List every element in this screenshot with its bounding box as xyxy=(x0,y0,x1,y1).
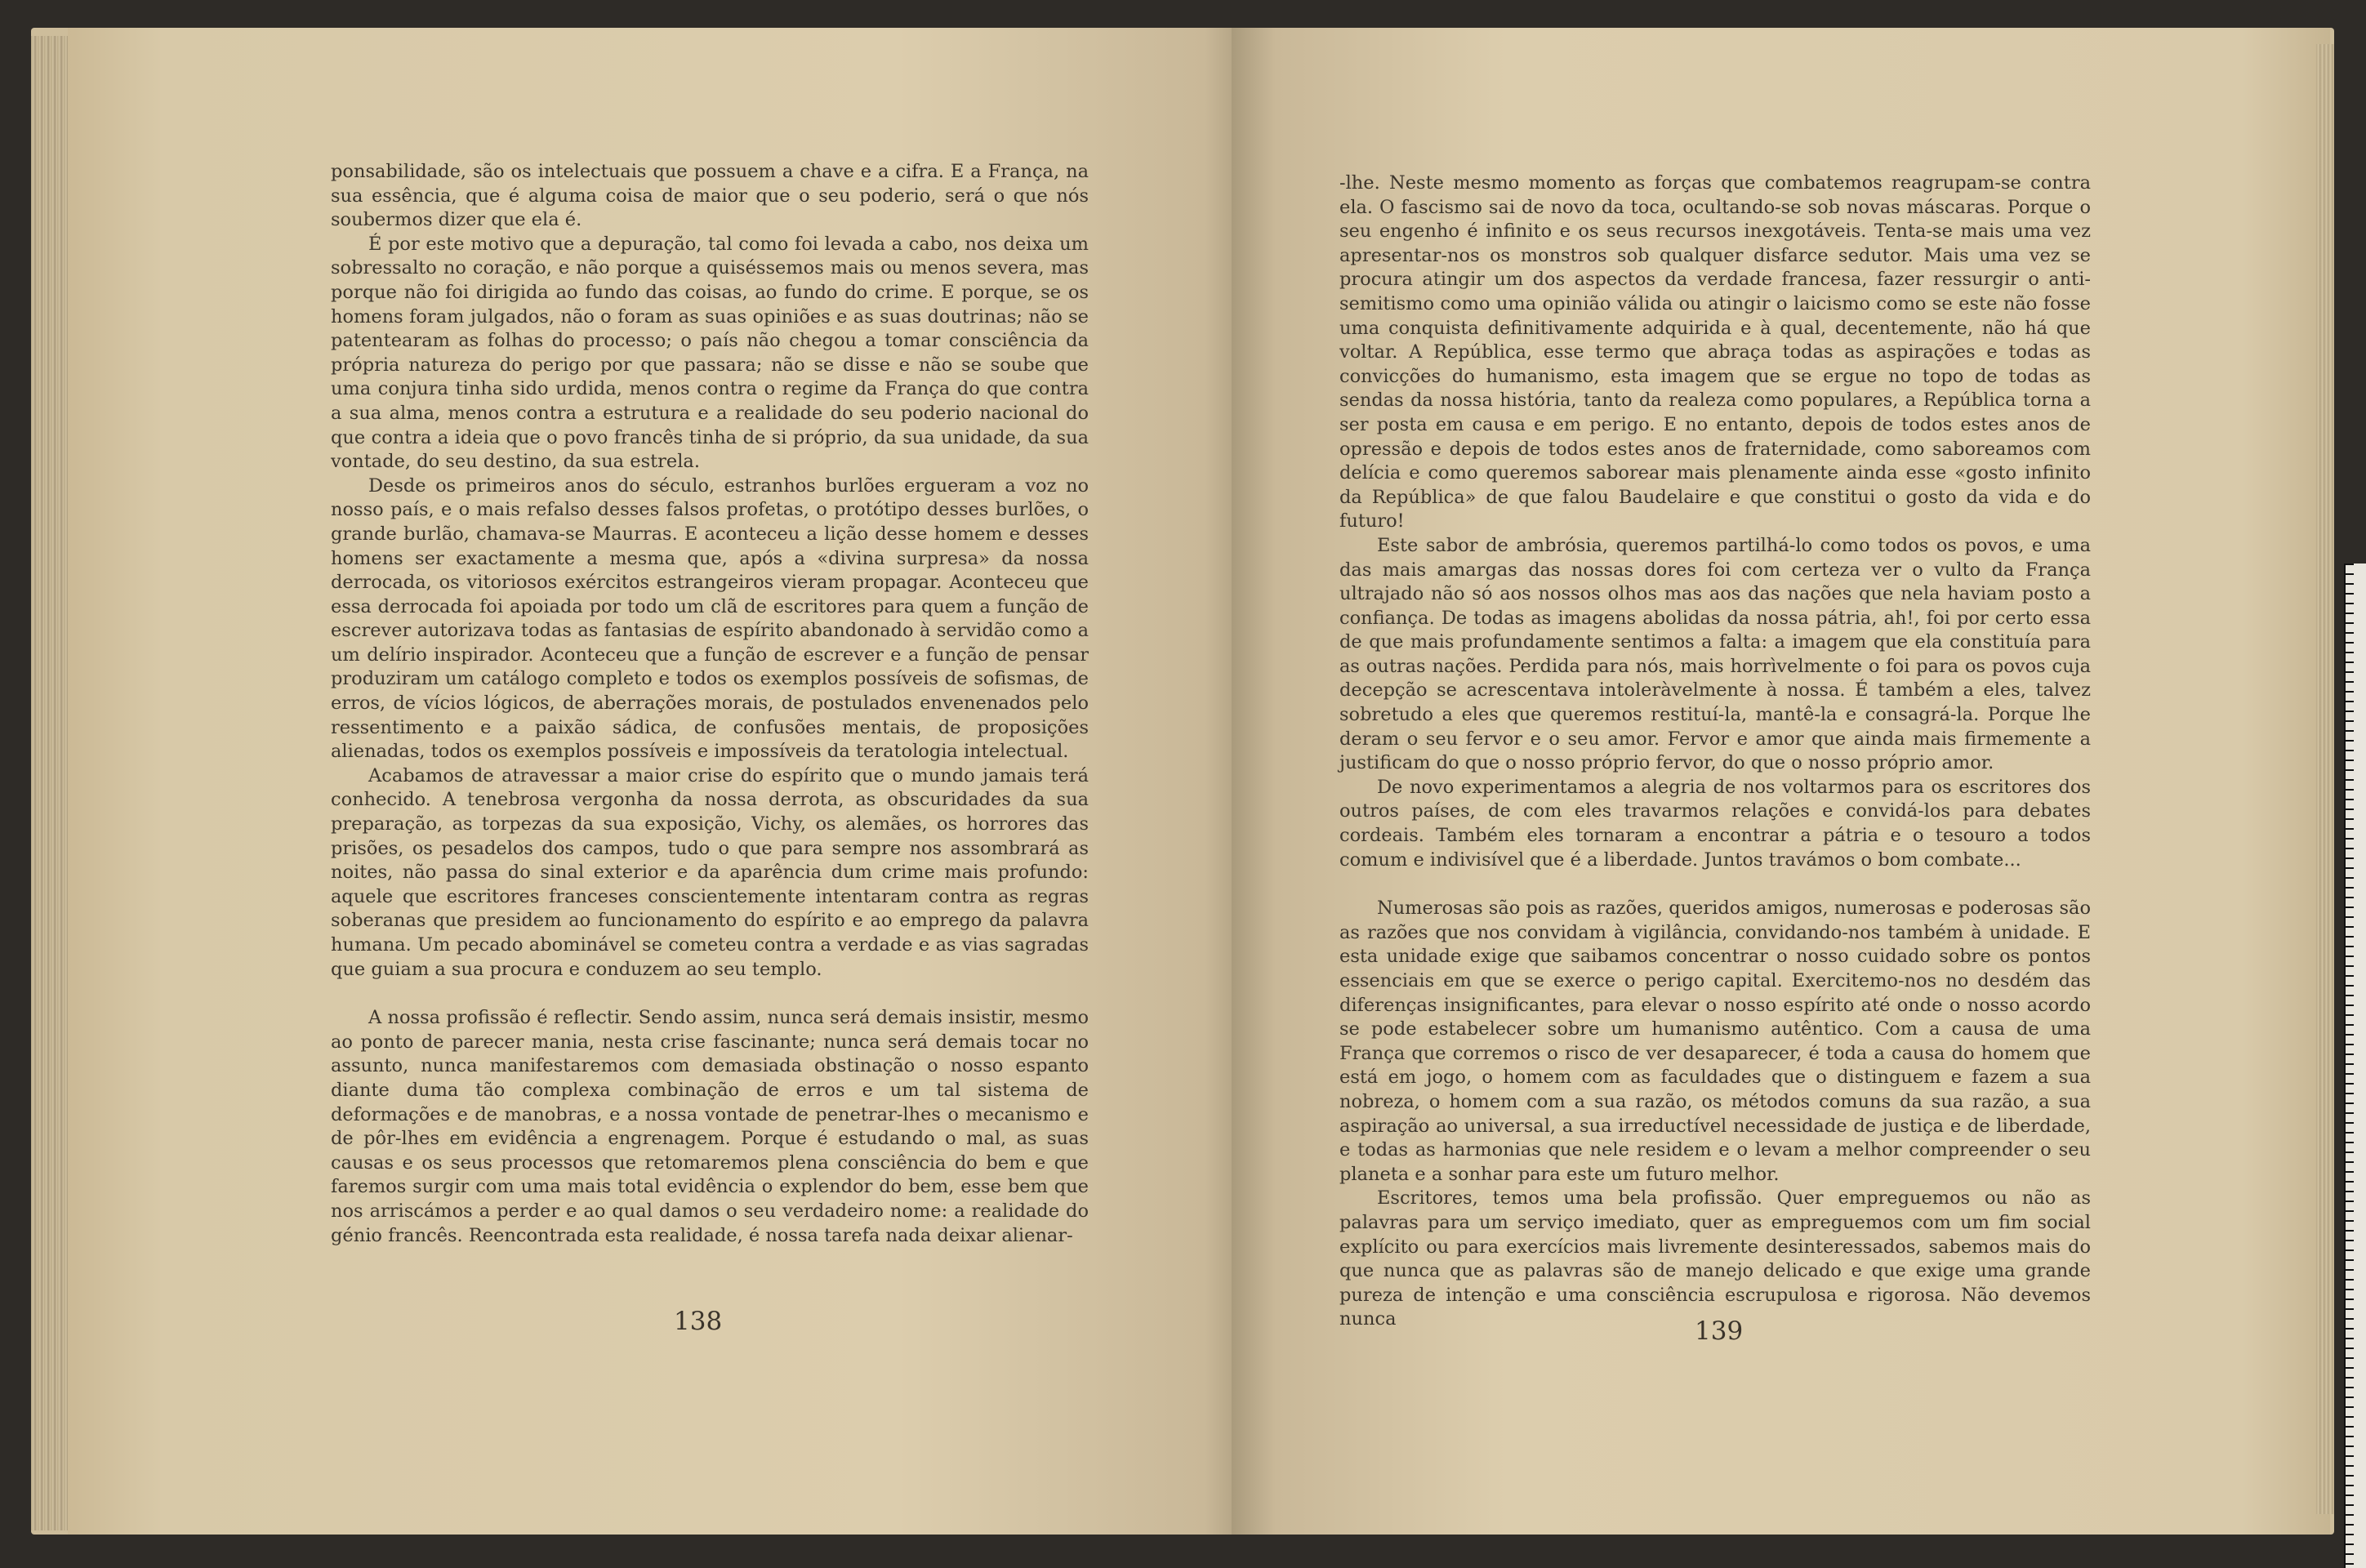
paragraph: É por este motivo que a depuração, tal como foi levada a cabo, nos deixa um sobressalto no coração, e não porque a quiséssemos mais ou menos severa, mas porque não foi dirigida ao fundo das coisas, ao fundo do crime. E porque, se os homens foram julgados, não o foram as suas opiniões e as suas doutrinas; não se patentearam as folhas do processo; o país não chegou a tomar consciência da própria natureza do perigo por que passara; não se disse e não se soube que uma conjura tinha sido urdida, menos contra o regime da França do que contra a sua alma, menos contra a estrutura e a realidade do seu poderio nacional do que contra a ideia que o povo francês tinha de si próprio, da sua unidade, da sua vontade, do seu destino, da sua estrela. xyxy=(331,233,1089,473)
paragraph: ponsabilidade, são os intelectuais que possuem a chave e a cifra. E a França, na sua essência, que é alguma coisa de maior que o seu poderio, será o que nós soubermos dizer que ela é. xyxy=(331,161,1089,231)
book-edge-right xyxy=(2316,44,2334,1514)
section-break xyxy=(331,982,1089,1006)
paragraph: De novo experimentamos a alegria de nos voltarmos para os escritores dos outros países, de com eles travarmos relações e convidá-los para debates cordeais. Também eles tornaram a encontrar a pátria e o tesouro a todos comum e indivisível que é a liberdade. Juntos travámos o bom combate... xyxy=(1339,776,2091,871)
paragraph: Desde os primeiros anos do século, estranhos burlões ergueram a voz no nosso país, e o mais refalso desses falsos profetas, o protótipo desses burlões, o grande burlão, chamava-se Maurras. E aconteceu a lição desse homem e desses homens ser exactamente a mesma que, após a «divina surpresa» da nossa derrocada, os vitoriosos exércitos estrangeiros vieram propagar. Aconteceu que essa derrocada foi apoiada por todo um clã de escritores para quem a função de escrever autorizava todas as fantasias de espírito abandonado à servidão como a um delírio inspirador. Aconteceu que a função de escrever e a função de pensar produziram um catálogo completo e todos os exemplos possíveis de sofismas, de erros, de vícios lógicos, de aberrações morais, de postulados envenenados pelo ressentimento e a paixão sádica, de confusões mentais, de proposições alienadas, todos os exemplos possíveis e impossíveis da teratologia intelectual. xyxy=(331,474,1089,763)
paragraph: Este sabor de ambrósia, queremos partilhá-lo como todos os povos, e uma das mais amargas das nossas dores foi com certeza ver o vulto da França ultrajado não só aos nossos olhos mas aos das nações que nela haviam posto a confiança. De todas as imagens abolidas da nossa pátria, ah!, foi por certo essa de que mais profundamente sentimos a falta: a imagem que ela constituía para as outras nações. Perdida para nós, mais horrìvelmente o foi para os povos cuja decepção se acrescentava intoleràvelmente à nossa. É também a eles, talvez sobretudo a eles que queremos restituí-la, mantê-la e consagrá-la. Porque lhe deram o seu fervor e o seu amor. Fervor e amor que ainda mais firmemente a justificam do que o nosso próprio fervor, do que o nosso próprio amor. xyxy=(1339,534,2091,774)
paragraph: Escritores, temos uma bela profissão. Quer empreguemos ou não as palavras para um serviço imediato, quer as empreguemos com um fim social explícito ou para exercícios mais livremente desinteressados, sabemos mais do que nunca que as palavras são de manejo delicado e que exige uma grande pureza de intenção e uma consciência escrupulosa e rigorosa. Não devemos nunca xyxy=(1339,1187,2091,1330)
paragraph: Acabamos de atravessar a maior crise do espírito que o mundo jamais terá conhecido. A tenebrosa vergonha da nossa derrota, as obscuridades da sua preparação, as torpezas da sua exposição, Vichy, os alemães, os horrores das prisões, os pesadelos dos campos, tudo o que para sempre nos assombrará as noites, não passa do sinal exterior e da aparência dum crime mais profundo: aquele que escritores franceses conscientemente intentaram contra as regras soberanas que presidem ao funcionamento do espírito e ao emprego da palavra humana. Um pecado abominável se cometeu contra a verdade e as vias sagradas que guiam a sua procura e conduzem ao seu templo. xyxy=(331,764,1089,980)
right-page-text xyxy=(1339,172,2091,1332)
left-page-text xyxy=(331,160,1089,1248)
page-number-right: 139 xyxy=(1695,1316,1744,1346)
section-break xyxy=(1339,872,2091,897)
page-number-left: 138 xyxy=(674,1307,723,1336)
paragraph: A nossa profissão é reflectir. Sendo assim, nunca será demais insistir, mesmo ao ponto de parecer mania, nesta crise fascinante; nunca será demais tocar no assunto, nunca manifestaremos com demasiada obstinação o nosso espanto diante duma tão complexa combinação de erros e um tal sistema de deformações e de manobras, e a nossa vontade de penetrar-lhes o mecanismo e de pôr-lhes em evidência a engrenagem. Porque é estudando o mal, as suas causas e os seus processos que retomaremos plena consciência do bem e que faremos surgir com uma mais total evidência o explendor do bem, esse bem que nos arriscámos a perder e ao qual damos o seu verdadeiro nome: a realidade do génio francês. Reencontrada esta realidade, é nossa tarefa nada deixar alienar- xyxy=(331,1007,1089,1246)
scale-ruler xyxy=(2344,564,2366,1568)
paragraph: Numerosas são pois as razões, queridos amigos, numerosas e poderosas são as razões que nos convidam à vigilância, convidando-nos também à unidade. E esta unidade exige que saibamos concentrar o nosso cuidado sobre os pontos essenciais em que se exerce o perigo capital. Exercitemo-nos no desdém das diferenças insignificantes, para elevar o nosso espírito até onde o nosso acordo se pode estabelecer sobre um humanismo autêntico. Com a causa de uma França que corremos o risco de ver desaparecer, é toda a causa do homem que está em jogo, o homem com as faculdades que o distinguem e fazem a sua nobreza, o homem com a sua razão, os métodos comuns da sua razão, a sua aspiração ao universal, a sua irreductível necessidade de justiça e de liberdade, e todas as harmonias que nele residem e o levam a melhor compreender o seu planeta e a sonhar para este um futuro melhor. xyxy=(1339,898,2091,1185)
paragraph: -lhe. Neste mesmo momento as forças que combatemos reagrupam-se contra ela. O fascismo sai de novo da toca, ocultando-se sob novas máscaras. Porque o seu engenho é infinito e os seus recursos inexgotáveis. Tenta-se mais uma vez apresentar-nos os monstros sob qualquer disfarce sedutor. Mais uma vez se procura atingir um dos aspectos da verdade francesa, fazer ressurgir o anti-semitismo como uma opinião válida ou atingir o laicismo como se este não fosse uma conquista definitivamente adquirida e à qual, decentemente, não há que voltar. A República, esse termo que abraça todas as aspirações e todas as convicções do humanismo, esta imagem que se ergue no topo de todas as sendas da nossa história, tanto da realeza como populares, a República torna a ser posta em causa e em perigo. E no entanto, depois de todos estes anos de opressão e depois de todos estes anos de fraternidade, como saboreamos com delícia e como queremos saborear mais plenamente ainda esse «gosto infinito da República» de que falou Baudelaire e que constitui o gosto da vida e do futuro! xyxy=(1339,172,2091,532)
ruler-ticks xyxy=(2346,564,2354,1568)
